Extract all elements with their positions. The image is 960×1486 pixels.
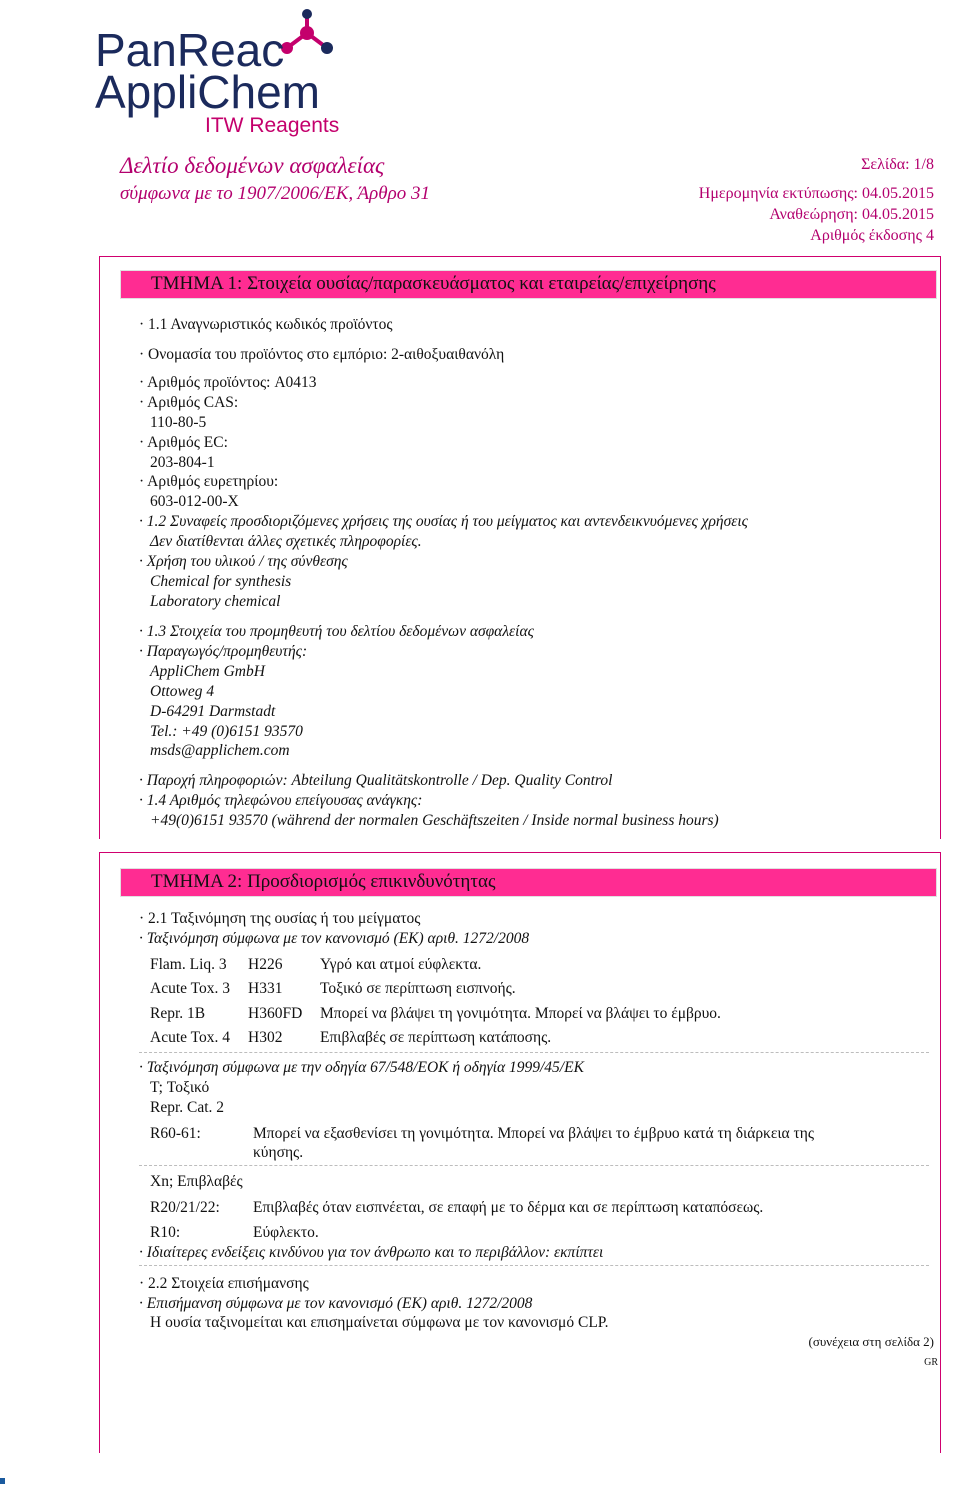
s12-text: Δεν διατίθενται άλλες σχετικές πληροφορίες.	[150, 533, 422, 550]
product-no-value: A0413	[274, 374, 317, 391]
trade-name-label: · Ονομασία του προϊόντος στο εμπόριο:	[139, 346, 388, 363]
label-clp: · Επισήμανση σύμφωνα με τον κανονισμό (ΕΚ) αριθ. 1272/2008	[139, 1295, 533, 1312]
supplier-label: · Παραγωγός/προμηθευτής:	[139, 643, 308, 660]
clp-text: Υγρό και ατμοί εύφλεκτα.	[320, 956, 482, 973]
s11-heading: · 1.1 Αναγνωριστικός κωδικός προϊόντος	[139, 316, 393, 333]
logo-line1: PanReac	[95, 24, 285, 76]
edge-mark	[0, 1478, 5, 1484]
product-no-label: · Αριθμός προϊόντος:	[139, 374, 271, 391]
document-subtitle: σύμφωνα με το 1907/2006/ΕΚ, Άρθρο 31	[120, 183, 430, 204]
revision-date: Αναθεώρηση: 04.05.2015	[769, 206, 934, 223]
supplier-email[interactable]: msds@applichem.com	[150, 742, 290, 759]
s12-heading: · 1.2 Συναφείς προσδιοριζόμενες χρήσεις της ουσίας ή του μείγματος και αντενδεικνυόμενες χρήσεις	[139, 513, 748, 530]
info-label: · Παροχή πληροφοριών:	[139, 772, 288, 789]
section-1-title: ΤΜΗΜΑ 1: Στοιχεία ουσίας/παρασκευάσματος και εταιρείας/επιχείρησης	[151, 273, 716, 294]
info-value: Abteilung Qualitätskontrolle / Dep. Quality Control	[291, 772, 613, 789]
ec-label: · Αριθμός EC:	[139, 434, 228, 451]
clp-class: Acute Tox. 3	[150, 980, 230, 997]
special-label: · Ιδιαίτερες ενδείξεις κινδύνου για τον άνθρωπο και το περιβάλλον:	[139, 1244, 551, 1261]
special-value: εκπίπτει	[554, 1244, 604, 1261]
s21-heading: · 2.1 Ταξινόμηση της ουσίας ή του μείγματος	[139, 910, 421, 927]
clp-row	[150, 1029, 551, 1047]
cas-value: 110-80-5	[150, 414, 207, 431]
supplier-line: D-64291 Darmstadt	[150, 703, 276, 720]
s13-heading: · 1.3 Στοιχεία του προμηθευτή του δελτίου δεδομένων ασφαλείας	[139, 623, 534, 640]
xn-label: Xn; Επιβλαβές	[150, 1173, 243, 1190]
section-2-header	[120, 868, 937, 897]
r6061-text-cont: κύησης.	[253, 1144, 304, 1161]
clp-code: H226	[248, 956, 283, 973]
print-date: Ημερομηνία εκτύπωσης: 04.05.2015	[698, 185, 934, 202]
index-label: · Αριθμός ευρετηρίου:	[139, 473, 279, 490]
r202122-text: Επιβλαβές όταν εισπνέεται, σε επαφή με το δέρμα και σε περίπτωση καταπόσεως.	[253, 1199, 764, 1216]
continued-note: (συνέχεια στη σελίδα 2)	[808, 1334, 934, 1349]
use-label: · Χρήση του υλικού / της σύνθεσης	[139, 553, 348, 570]
s22-heading: · 2.2 Στοιχεία επισήμανσης	[139, 1275, 309, 1292]
logo-graphic	[95, 8, 415, 138]
clp-row	[150, 980, 516, 998]
version-number: Αριθμός έκδοσης 4	[810, 227, 934, 244]
dsd-label: · Ταξινόμηση σύμφωνα με την οδηγία 67/548/ΕΟΚ ή οδηγία 1999/45/ΕΚ	[139, 1059, 584, 1076]
divider	[139, 1165, 929, 1166]
supplier-line: AppliChem GmbH	[150, 663, 265, 680]
clp-text: Τοξικό σε περίπτωση εισπνοής.	[320, 980, 516, 997]
clp-row	[150, 956, 481, 974]
clp-code: H360FD	[248, 1005, 303, 1022]
trade-name-row	[139, 346, 504, 364]
clp-code: H302	[248, 1029, 283, 1046]
r6061-code: R60-61:	[150, 1125, 201, 1142]
logo-line2: AppliChem	[95, 66, 320, 118]
language-tag: GR	[924, 1357, 938, 1368]
clp-code: H331	[248, 980, 283, 997]
molecule-icon	[281, 9, 333, 54]
cas-label: · Αριθμός CAS:	[139, 394, 239, 411]
divider	[139, 1265, 929, 1266]
repr-cat: Repr. Cat. 2	[150, 1099, 225, 1116]
use-1: Chemical for synthesis	[150, 573, 292, 590]
index-value: 603-012-00-X	[150, 493, 239, 510]
r202122-code: R20/21/22:	[150, 1199, 220, 1216]
trade-name-value: 2-αιθοξυαιθανόλη	[391, 346, 505, 363]
divider	[139, 1052, 929, 1053]
company-logo	[95, 8, 415, 138]
section-1-header	[120, 270, 937, 299]
clp-row	[150, 1005, 721, 1023]
r10-text: Εύφλεκτο.	[253, 1224, 319, 1241]
product-no-row	[139, 374, 317, 392]
use-2: Laboratory chemical	[150, 593, 281, 610]
page-number: Σελίδα: 1/8	[861, 156, 934, 173]
supplier-line: Tel.: +49 (0)6151 93570	[150, 723, 303, 740]
t-label: T; Τοξικό	[150, 1079, 210, 1096]
r6061-text: Μπορεί να εξασθενίσει τη γονιμότητα. Μπορεί να βλάψει το έμβρυο κατά τη διάρκεια της	[253, 1125, 815, 1142]
s14-heading: · 1.4 Αριθμός τηλεφώνου επείγουσας ανάγκης:	[139, 792, 423, 809]
r10-code: R10:	[150, 1224, 181, 1241]
emergency-number: +49(0)6151 93570 (während der normalen Geschäftszeiten / Inside normal business hours)	[150, 812, 719, 829]
clp-text: Επιβλαβές σε περίπτωση κατάποσης.	[320, 1029, 552, 1046]
supplier-line: Ottoweg 4	[150, 683, 215, 700]
logo-line3: ITW Reagents	[205, 114, 340, 137]
document-title: Δελτίο δεδομένων ασφαλείας	[120, 153, 385, 178]
clp-class: Repr. 1B	[150, 1005, 206, 1022]
clp-class: Flam. Liq. 3	[150, 956, 227, 973]
ec-value: 203-804-1	[150, 454, 215, 471]
label-text: Η ουσία ταξινομείται και επισημαίνεται σύμφωνα με τον κανονισμό CLP.	[150, 1314, 609, 1331]
special-row	[139, 1244, 603, 1262]
info-row	[139, 772, 612, 790]
clp-class: Acute Tox. 4	[150, 1029, 230, 1046]
clp-text: Μπορεί να βλάψει τη γονιμότητα. Μπορεί να βλάψει το έμβρυο.	[320, 1005, 721, 1022]
section-2-title: ΤΜΗΜΑ 2: Προσδιορισμός επικινδυνότητας	[151, 871, 496, 892]
clp-label: · Ταξινόμηση σύμφωνα με τον κανονισμό (ΕΚ) αριθ. 1272/2008	[139, 930, 530, 947]
